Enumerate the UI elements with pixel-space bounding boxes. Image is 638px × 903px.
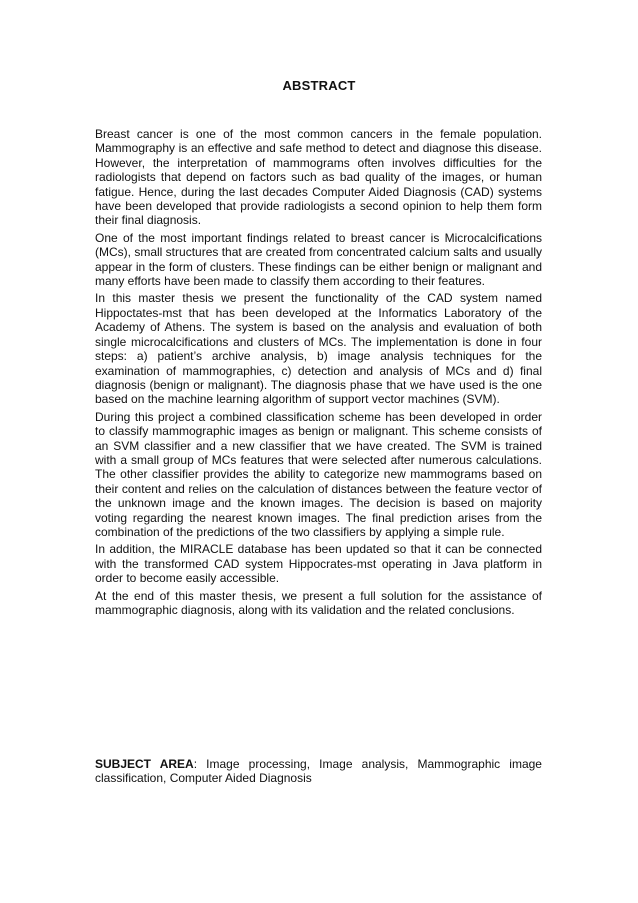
abstract-body [95, 127, 542, 620]
subject-area-text: : Image processing, Image analysis, Mammographic image classification, Computer Aided Diagnosis [95, 757, 542, 786]
abstract-paragraph-3: In this master thesis we present the functionality of the CAD system named Hippoctates-mst that has been developed at the Informatics Laboratory of the Academy of Athens. The system is based on the analysis and evaluation of both single microcalcifications and clusters of MCs. The implementation is done in four steps: a) patient’s archive analysis, b) image analysis techniques for the examination of mammographies, c) detection and analysis of MCs and d) final diagnosis (benign or malignant). The diagnosis phase that we have used is the one based on the machine learning algorithm of support vector machines (SVM). [95, 291, 542, 407]
subject-area [95, 757, 542, 786]
abstract-paragraph-1: Breast cancer is one of the most common cancers in the female population. Mammography is an effective and safe method to detect and diagnose this disease. However, the interpretation of mammograms often involves difficulties for the radiologists that depend on factors such as bad quality of the images, or human fatigue. Hence, during the last decades Computer Aided Diagnosis (CAD) systems have been developed that provide radiologists a second opinion to help them form their final diagnosis. [95, 127, 542, 228]
abstract-paragraph-5: In addition, the MIRACLE database has been updated so that it can be connected with the transformed CAD system Hippocrates-mst operating in Java platform in order to become easily accessible. [95, 542, 542, 586]
abstract-title: ABSTRACT [282, 78, 356, 93]
abstract-paragraph-2: One of the most important findings related to breast cancer is Microcalcifications (MCs), small structures that are created from concentrated calcium salts and usually appear in the form of clusters. These findings can be either benign or malignant and many efforts have been made to classify them according to their features. [95, 230, 542, 289]
abstract-paragraph-6: At the end of this master thesis, we present a full solution for the assistance of mammographic diagnosis, along with its validation and the related conclusions. [95, 588, 542, 617]
subject-area-label: SUBJECT AREA [95, 757, 194, 771]
abstract-paragraph-4: During this project a combined classification scheme has been developed in order to classify mammographic images as benign or malignant. This scheme consists of an SVM classifier and a new classifier that we have created. The SVM is trained with a small group of MCs features that were selected after numerous calculations. The other classifier provides the ability to categorize new mammograms based on their content and relies on the calculation of distances between the feature vector of the unknown image and the known images. The decision is based on majority voting regarding the nearest known images. The final prediction arises from the combination of the predictions of the two classifiers by applying a simple rule. [95, 409, 542, 539]
